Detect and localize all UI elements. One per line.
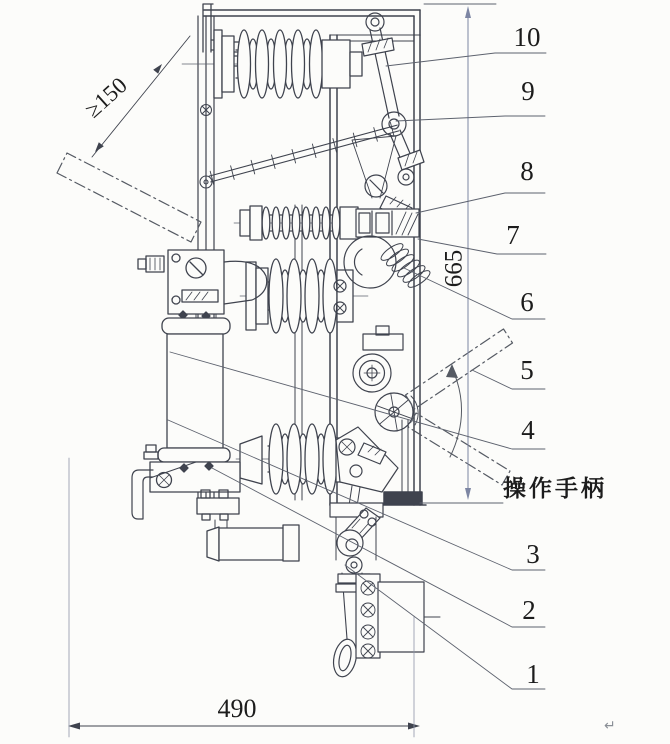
callout-label-4: 4 — [521, 415, 535, 445]
callout-label-10: 10 — [513, 22, 541, 52]
insulators — [214, 30, 362, 494]
bottom-contact-assembly — [330, 503, 440, 679]
dimension-lines — [68, 4, 503, 737]
fuse-open-position — [57, 153, 201, 242]
handle-position-up — [406, 329, 513, 409]
dimension-width-label: 490 — [217, 694, 257, 723]
callout-label-3: 3 — [526, 539, 540, 569]
callout-label-8: 8 — [520, 156, 534, 186]
operating-handle-label: 操作手柄 — [503, 476, 607, 501]
dimension-clearance-label: ≥150 — [80, 72, 132, 123]
handle-swing-arc — [446, 364, 462, 457]
callout-label-9: 9 — [521, 76, 535, 106]
callout-label-5: 5 — [520, 355, 534, 385]
paragraph-return-mark: ↵ — [604, 718, 616, 734]
callout-label-7: 7 — [506, 220, 520, 250]
callout-label-1: 1 — [526, 659, 540, 689]
callout-label-2: 2 — [522, 595, 536, 625]
dimension-height-label: 665 — [440, 249, 468, 288]
callout-label-6: 6 — [520, 287, 534, 317]
insulator-thin — [240, 206, 358, 240]
